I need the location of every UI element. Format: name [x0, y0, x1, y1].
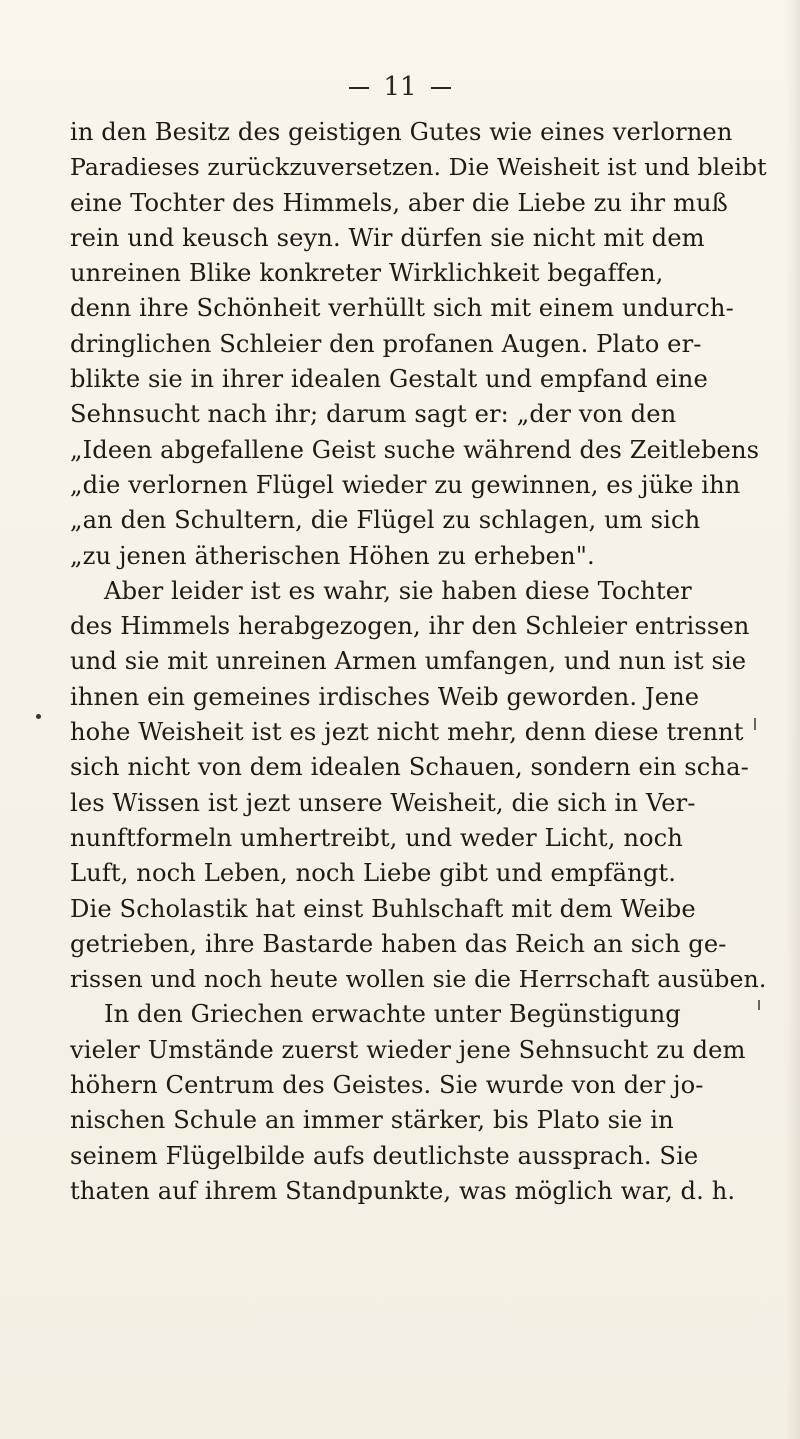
text-line: thaten auf ihrem Standpunkte, was möglich war, d. h.	[70, 1176, 736, 1205]
text-line: les Wissen ist jezt unsere Weisheit, die sich in Ver-	[70, 788, 696, 817]
text-line: blikte sie in ihrer idealen Gestalt und empfand eine	[70, 365, 708, 394]
header-dash-left	[349, 87, 369, 89]
page-number: 11	[383, 72, 417, 102]
text-line: Sehnsucht nach ihr; darum sagt er: „der von den	[70, 400, 677, 429]
text-line: „an den Schultern, die Flügel zu schlagen, um sich	[70, 506, 701, 535]
text-line: rissen und noch heute wollen sie die Herrschaft ausüben.	[70, 965, 767, 994]
text-line: des Himmels herabgezogen, ihr den Schleier entrissen	[70, 612, 750, 641]
text-line: unreinen Blike konkreter Wirklichkeit begaffen,	[70, 259, 664, 288]
text-line: dringlichen Schleier den profanen Augen. Plato er-	[70, 329, 702, 358]
text-line: und sie mit unreinen Armen umfangen, und nun ist sie	[70, 647, 747, 676]
text-line: Aber leider ist es wahr, sie haben diese Tochter	[104, 576, 692, 605]
margin-dot	[36, 714, 41, 719]
text-line: höhern Centrum des Geistes. Sie wurde von der jo-	[70, 1071, 704, 1100]
text-line: sich nicht von dem idealen Schauen, sondern ein scha-	[70, 753, 749, 782]
text-line: Die Scholastik hat einst Buhlschaft mit dem Weibe	[70, 894, 696, 923]
text-line: nischen Schule an immer stärker, bis Plato sie in	[70, 1106, 674, 1135]
text-line: nunftformeln umhertreibt, und weder Licht, noch	[70, 823, 683, 852]
text-line: denn ihre Schönheit verhüllt sich mit einem undurch-	[70, 294, 734, 323]
text-line: hohe Weisheit ist es jezt nicht mehr, denn diese trennt	[70, 718, 744, 747]
text-line: eine Tochter des Himmels, aber die Liebe zu ihr muß	[70, 188, 728, 217]
text-line: vieler Umstände zuerst wieder jene Sehnsucht zu dem	[70, 1035, 746, 1064]
text-line: in den Besitz des geistigen Gutes wie eines verlornen	[70, 118, 733, 146]
text-line: „zu jenen ätherischen Höhen zu erheben".	[70, 541, 595, 570]
text-line: rein und keusch seyn. Wir dürfen sie nicht mit dem	[70, 223, 705, 252]
text-line: getrieben, ihre Bastarde haben das Reich an sich ge-	[70, 929, 727, 958]
page-edge-shadow	[786, 0, 800, 1439]
text-line: ihnen ein gemeines irdisches Weib geworden. Jene	[70, 682, 700, 711]
text-line: In den Griechen erwachte unter Begünstigung	[104, 1000, 681, 1029]
page-body	[70, 115, 770, 1209]
text-line: seinem Flügelbilde aufs deutlichste aussprach. Sie	[70, 1141, 699, 1170]
text-line: „Ideen abgefallene Geist suche während des Zeitlebens	[70, 435, 760, 464]
header-dash-right	[431, 87, 451, 89]
page-header	[0, 72, 800, 102]
text-line: Luft, noch Leben, noch Liebe gibt und empfängt.	[70, 859, 677, 888]
text-line: „die verlornen Flügel wieder zu gewinnen, es jüke ihn	[70, 470, 741, 499]
text-line: Paradieses zurückzuversetzen. Die Weisheit ist und bleibt	[70, 153, 767, 182]
